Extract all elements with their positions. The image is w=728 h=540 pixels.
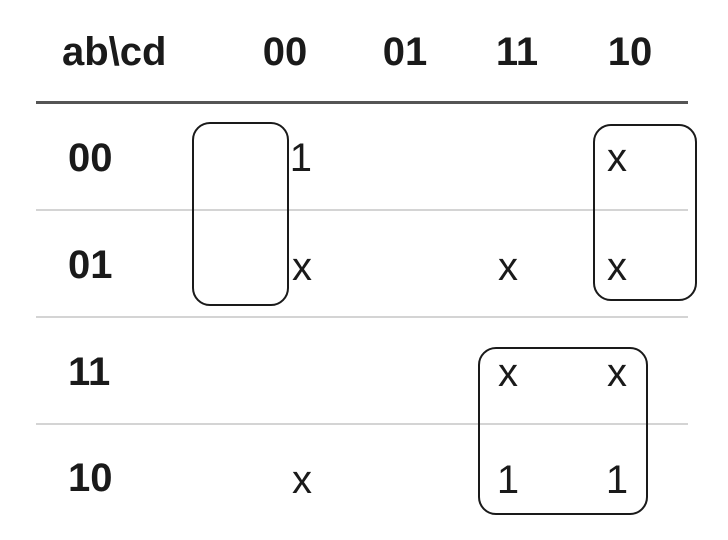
cell-00-00: 1 bbox=[289, 136, 312, 180]
row-divider bbox=[36, 316, 688, 318]
cell-11-11: x bbox=[498, 351, 518, 395]
column-header-10: 10 bbox=[607, 30, 653, 74]
cell-01-11: x bbox=[498, 245, 518, 289]
row-header-11: 11 bbox=[68, 350, 111, 394]
cell-01-10: x bbox=[607, 245, 627, 289]
column-header-01: 01 bbox=[382, 30, 428, 74]
row-header-01: 01 bbox=[68, 243, 113, 287]
row-divider bbox=[36, 209, 688, 211]
column-header-11: 11 bbox=[495, 30, 539, 74]
column-header-00: 00 bbox=[262, 30, 308, 74]
row-header-00: 00 bbox=[68, 136, 113, 180]
row-header-10: 10 bbox=[68, 456, 113, 500]
cell-01-00: x bbox=[292, 245, 312, 289]
cell-00-01 bbox=[360, 128, 450, 188]
cell-11-01 bbox=[360, 343, 450, 403]
cell-01-01 bbox=[360, 237, 450, 297]
cell-00-11 bbox=[463, 128, 553, 188]
group-column-10-rows-00-01 bbox=[593, 124, 697, 301]
cell-11-10: x bbox=[607, 351, 627, 395]
corner-label: ab\cd bbox=[62, 30, 167, 74]
cell-10-11: 1 bbox=[496, 458, 520, 502]
cell-10-01 bbox=[360, 450, 450, 510]
cell-11-00 bbox=[222, 343, 312, 403]
group-column-00-rows-00-01 bbox=[192, 122, 289, 306]
cell-10-10: 1 bbox=[605, 458, 629, 502]
cell-00-10: x bbox=[607, 136, 627, 180]
group-columns-11-10-rows-11-10 bbox=[478, 347, 648, 515]
header-divider bbox=[36, 101, 688, 104]
cell-10-00: x bbox=[292, 458, 312, 502]
